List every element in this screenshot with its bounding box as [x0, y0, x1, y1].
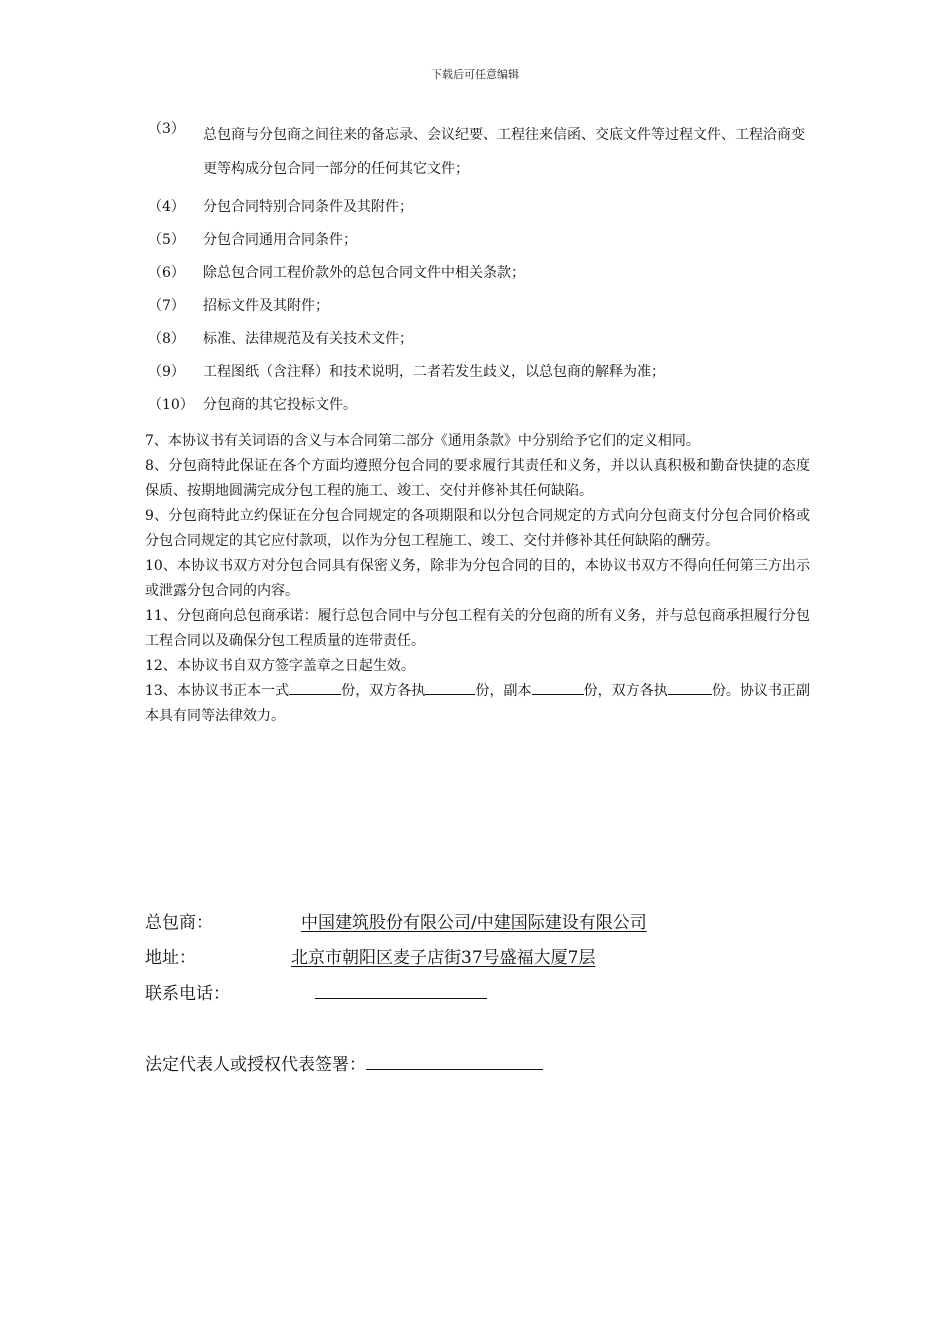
- list-item-text: 分包合同特别合同条件及其附件；: [203, 199, 413, 215]
- clause-7: 7、本协议书有关词语的含义与本合同第二部分《通用条款》中分别给予它们的定义相同。: [145, 433, 700, 449]
- list-item: [148, 196, 813, 218]
- list-item-number: （10）: [148, 397, 194, 413]
- page-header-note: 下载后可任意编辑: [431, 68, 519, 81]
- clause-12: 12、本协议书自双方签字盖章之日起生效。: [145, 658, 415, 674]
- list-item: [148, 118, 813, 186]
- representative-signature-blank[interactable]: [366, 1051, 543, 1070]
- representative-label: 法定代表人或授权代表签署：: [145, 1055, 366, 1075]
- original-copies-blank[interactable]: [289, 679, 341, 695]
- address-row: [145, 943, 595, 968]
- list-item-number: （6）: [148, 265, 185, 281]
- list-item-text: 除总包合同工程价款外的总包合同文件中相关条款；: [203, 265, 525, 281]
- list-item: [148, 328, 813, 350]
- list-item: [148, 361, 813, 383]
- address-label: 地址：: [145, 948, 196, 968]
- duplicate-each-blank[interactable]: [668, 679, 712, 695]
- list-item-number: （9）: [148, 364, 185, 380]
- list-item: [148, 295, 813, 317]
- list-item-text: 工程图纸（含注释）和技术说明，二者若发生歧义，以总包商的解释为准；: [203, 364, 665, 380]
- list-item: [148, 229, 813, 251]
- clause-9: 9、分包商特此立约保证在分包合同规定的各项期限和以分包合同规定的方式向分包商支付分包合同价格或分包合同规定的其它应付款项，以作为分包工程施工、竣工、交付并修补其任何缺陷的酬劳。: [145, 508, 810, 549]
- contractor-row: [145, 908, 647, 933]
- contract-documents-list: [148, 121, 813, 416]
- address-value: 北京市朝阳区麦子店街37号盛福大厦7层: [291, 948, 596, 968]
- clause-13: [145, 679, 810, 729]
- contractor-name: 中国建筑股份有限公司/中建国际建设有限公司: [301, 913, 647, 933]
- phone-row: [145, 979, 487, 1004]
- list-item-number: （3）: [148, 121, 185, 137]
- original-each-blank[interactable]: [425, 679, 475, 695]
- agreement-clauses: [145, 429, 810, 729]
- list-item-text: 分包商的其它投标文件。: [203, 397, 357, 413]
- contractor-label: 总包商：: [145, 913, 213, 933]
- clause-13-part-3: 份，副本: [475, 683, 532, 699]
- list-item: [148, 394, 813, 416]
- duplicate-copies-blank[interactable]: [532, 679, 584, 695]
- list-item-text: 招标文件及其附件；: [203, 298, 329, 314]
- clause-13-part-2: 份，双方各执: [341, 683, 426, 699]
- clause-13-part-4: 份，双方各执: [583, 683, 668, 699]
- clause-13-part-5: 份。协议书正副本具有同等法律效力。: [145, 683, 811, 724]
- list-item-number: （8）: [148, 331, 185, 347]
- list-item-number: （4）: [148, 199, 185, 215]
- list-item-text: 分包合同通用合同条件；: [203, 232, 357, 248]
- clause-10: 10、本协议书双方对分包合同具有保密义务，除非为分包合同的目的，本协议书双方不得向任何第三方出示或泄露分包合同的内容。: [145, 558, 810, 599]
- list-item-text: 总包商与分包商之间往来的备忘录、会议纪要、工程往来信函、交底文件等过程文件、工程洽商变更等构成分包合同一部分的任何其它文件；: [203, 127, 805, 177]
- list-item: [148, 262, 813, 284]
- clause-13-part-1: 13、本协议书正本一式: [145, 683, 290, 699]
- list-item-number: （5）: [148, 232, 185, 248]
- clause-8: 8、分包商特此保证在各个方面均遵照分包合同的要求履行其责任和义务，并以认真积极和勤奋快捷的态度保质、按期地圆满完成分包工程的施工、竣工、交付并修补其任何缺陷。: [145, 458, 810, 499]
- list-item-text: 标准、法律规范及有关技术文件；: [203, 331, 413, 347]
- clause-11: 11、分包商向总包商承诺：履行总包合同中与分包工程有关的分包商的所有义务，并与总包商承担履行分包工程合同以及确保分包工程质量的连带责任。: [145, 608, 810, 649]
- phone-label: 联系电话：: [145, 984, 230, 1004]
- representative-row: [145, 1050, 543, 1075]
- phone-blank[interactable]: [315, 980, 487, 999]
- list-item-number: （7）: [148, 298, 185, 314]
